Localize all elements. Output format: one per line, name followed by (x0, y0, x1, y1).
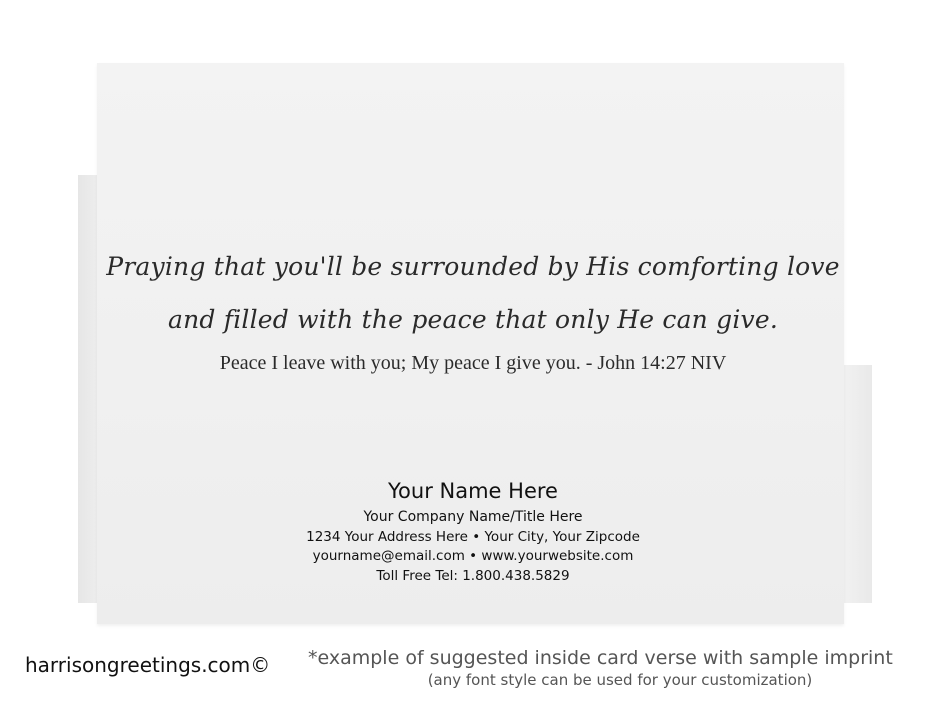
imprint-email: yourname@email.com • www.yourwebsite.com (312, 548, 634, 564)
customization-note: (any font style can be used for your customization) (427, 671, 813, 689)
verse-line-2: and filled with the peace that only He can give. (168, 305, 778, 334)
example-note: *example of suggested inside card verse with sample imprint (308, 647, 893, 669)
imprint-company: Your Company Name/Title Here (363, 509, 583, 525)
verse-line-1: Praying that you'll be surrounded by His comforting love (106, 252, 840, 281)
imprint-address: 1234 Your Address Here • Your City, Your Zipcode (306, 529, 640, 545)
imprint-name: Your Name Here (388, 479, 558, 503)
scripture-quote: Peace I leave with you; My peace I give you. - John 14:27 NIV (219, 352, 727, 374)
brand-watermark: harrisongreetings.com© (25, 653, 271, 677)
imprint-phone: Toll Free Tel: 1.800.438.5829 (376, 568, 570, 584)
